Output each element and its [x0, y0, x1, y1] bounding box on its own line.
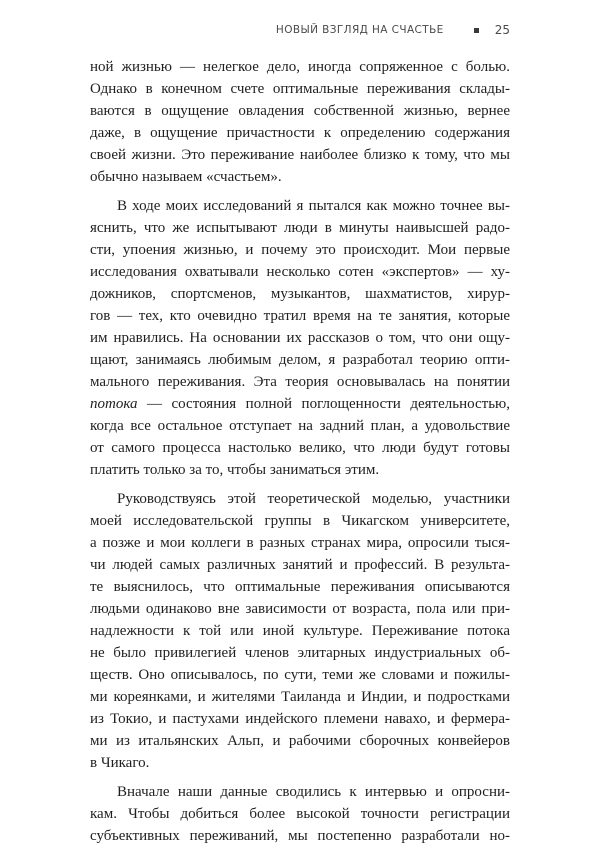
text-line-italic-lead — [90, 393, 510, 415]
text-line: те выяснилось, что оптимальные переживания описываются — [90, 579, 510, 595]
text-line: платить только за то, чтобы заниматься этим. — [90, 462, 380, 478]
text-line: обычно называем «счастьем». — [90, 169, 282, 185]
text-line: из Токио, и пастухами индейского племени навахо, и фермера- — [90, 711, 510, 727]
text-line: чи людей самых различных занятий и профессий. В результа- — [90, 557, 510, 573]
text-line: надлежности к той или иной культуре. Переживание потока — [90, 623, 510, 639]
text-line: ми кореянками, и жителями Таиланда и Индии, и подростками — [90, 689, 510, 705]
text-line: щают, занимаясь любимым делом, я разработал теорию опти- — [90, 352, 510, 368]
text-line: им нравились. На основании их рассказов о том, что они ощу- — [90, 330, 510, 346]
text-line: исследования охватывали несколько сотен «экспертов» — ху- — [90, 264, 510, 280]
text-line: ми из итальянских Альп, и рабочими сборочных конвейеров — [90, 733, 510, 749]
text-line: когда все остальное отступает на задний план, а удовольствие — [90, 418, 510, 434]
text-line: ществ. Оно описывалось, по сути, теми же словами и пожилы- — [90, 667, 510, 683]
text-line: своей жизни. Это переживание наиболее близко к тому, что мы — [90, 147, 510, 163]
italic-term: потока — [90, 396, 138, 412]
text-line: кам. Чтобы добиться более высокой точности регистрации — [90, 806, 510, 822]
text-line: а позже и мои коллеги в разных странах мира, опросили тыся- — [90, 535, 510, 551]
text-line: яснить, что же испытывают люди в минуты наивысшей радо- — [90, 220, 510, 236]
page-number: 25 — [494, 23, 510, 37]
text-line: даже, в ощущение причастности к определению содержания — [90, 125, 510, 141]
text-line: людьми одинаково вне зависимости от возраста, пола или при- — [90, 601, 510, 617]
running-head-title: НОВЫЙ ВЗГЛЯД НА СЧАСТЬЕ — [275, 24, 444, 36]
paragraph — [90, 488, 510, 774]
text-line: Однако в конечном счете оптимальные переживания склады- — [90, 81, 510, 97]
text-line: не было привилегией членов элитарных индустриальных об- — [90, 645, 510, 661]
text-line: ной жизнью — нелегкое дело, иногда сопряженное с болью. — [90, 59, 510, 75]
text-line: Руководствуясь этой теоретической моделью, участники — [117, 491, 510, 507]
text-line: В ходе моих исследований я пытался как можно точнее вы- — [117, 198, 510, 214]
text-line: дожников, спортсменов, музыкантов, шахматистов, хирур- — [90, 286, 510, 302]
text-line: сти, упоения жизнью, и почему это происходит. Мои первые — [90, 242, 510, 258]
text-line: моей исследовательской группы в Чикагском университете, — [90, 513, 510, 529]
text-line: от самого процесса настолько велико, что люди будут готовы — [90, 440, 510, 456]
text-line: гов — тех, кто очевидно тратил время на те занятия, которые — [90, 308, 510, 324]
paragraph — [90, 56, 510, 188]
text-line: Вначале наши данные сводились к интервью и опросни- — [117, 784, 510, 800]
text-line-rest: — состояния полной поглощенности деятельностью, — [137, 396, 510, 412]
paragraph — [90, 781, 510, 847]
running-head — [0, 23, 510, 37]
separator-square-icon — [474, 28, 479, 33]
text-line: субъективных переживаний, мы постепенно разработали но- — [90, 828, 510, 844]
text-line: в Чикаго. — [90, 755, 150, 771]
body-text — [90, 56, 510, 847]
paragraph — [90, 195, 510, 481]
text-line: мального переживания. Эта теория основывалась на понятии — [90, 374, 510, 390]
text-line: ваются в ощущение овладения собственной жизнью, вернее — [90, 103, 510, 119]
